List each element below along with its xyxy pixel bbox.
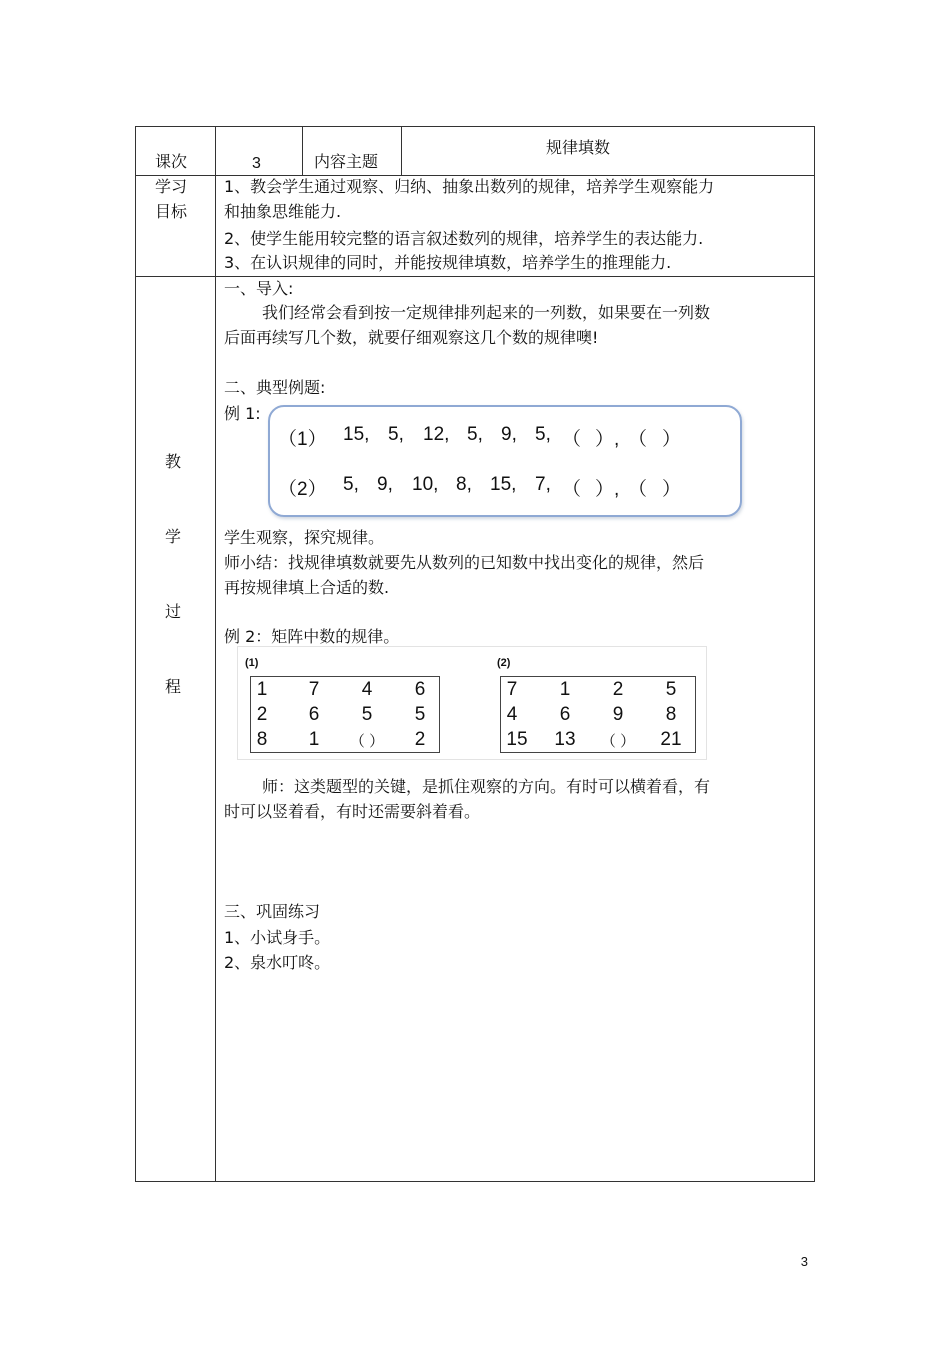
matrix-cell: 7	[506, 679, 518, 700]
row-divider	[135, 276, 815, 277]
objectives-label: 学习	[155, 177, 188, 196]
matrix-cell: 21	[660, 729, 682, 750]
sequence-term: 12,	[423, 424, 450, 445]
matrix-cell: 13	[554, 729, 576, 750]
matrix-cell: 15	[506, 729, 528, 750]
teacher-note: 师：这类题型的关键，是抓住观察的方向。有时可以横着看，有	[262, 777, 711, 796]
objective-line: 和抽象思维能力.	[224, 202, 342, 221]
matrix-cell: 2	[612, 679, 624, 700]
practice-item: 2、泉水叮咚。	[224, 953, 331, 972]
process-label-char: 教	[165, 452, 182, 471]
section-heading: 一、导入:	[224, 279, 294, 298]
section-heading: 三、巩固练习	[224, 902, 321, 921]
column-divider	[302, 126, 303, 176]
process-label-char: 学	[165, 527, 182, 546]
objective-line: 1、教会学生通过观察、归纳、抽象出数列的规律，培养学生观察能力	[224, 177, 715, 196]
matrix-label: (1)	[245, 657, 259, 669]
column-divider	[215, 126, 216, 1182]
example1-label: 例 1:	[224, 404, 261, 423]
sequence-label: （2）	[278, 479, 327, 500]
sequence-term: ）	[662, 429, 682, 450]
matrix-label: (2)	[497, 657, 511, 669]
topic-label: 内容主题	[314, 152, 379, 171]
matrix-cell: 9	[612, 704, 624, 725]
intro-line: 我们经常会看到按一定规律排列起来的一列数，如果要在一列数	[262, 303, 711, 322]
objectives-label: 目标	[155, 202, 188, 221]
objective-line: 2、使学生能用较完整的语言叙述数列的规律，培养学生的表达能力.	[224, 229, 704, 248]
sequence-term: 9,	[501, 424, 517, 445]
matrix-cell: 8	[665, 704, 677, 725]
matrix-cell: 6	[414, 679, 426, 700]
column-divider	[401, 126, 402, 176]
teacher-note: 时可以竖着看，有时还需要斜着看。	[224, 802, 481, 821]
matrix-cell: （ ）	[600, 733, 636, 750]
matrix-cell: 6	[308, 704, 320, 725]
matrix-cell: 1	[256, 679, 268, 700]
sequence-1	[0, 424, 950, 448]
intro-line: 后面再续写几个数，就要仔细观察这几个数的规律噢!	[224, 328, 599, 347]
objective-line: 3、在认识规律的同时，并能按规律填数，培养学生的推理能力.	[224, 253, 672, 272]
sequence-term: （	[562, 429, 582, 450]
matrix-cell: 2	[256, 704, 268, 725]
matrix-cell: 5	[361, 704, 373, 725]
lesson-number: 3	[252, 155, 261, 172]
matrix-cell: 7	[308, 679, 320, 700]
sequence-term: 10,	[412, 474, 439, 495]
page-number: 3	[800, 1254, 808, 1269]
topic-title: 规律填数	[546, 138, 611, 157]
matrix-cell: 2	[414, 729, 426, 750]
lesson-label: 课次	[155, 152, 188, 171]
example2-label: 例 2：矩阵中数的规律。	[224, 627, 400, 646]
observation-line: 学生观察，探究规律。	[224, 528, 385, 547]
sequence-term: （	[628, 429, 648, 450]
matrix-cell: 6	[559, 704, 571, 725]
sequence-term: （	[628, 479, 648, 500]
sequence-label: （1）	[278, 429, 327, 450]
sequence-term: 7,	[535, 474, 551, 495]
process-label-char: 程	[165, 677, 182, 696]
matrix-cell: 1	[308, 729, 320, 750]
matrix-cell: 5	[414, 704, 426, 725]
sequence-term: 15,	[490, 474, 517, 495]
sequence-term: 5,	[343, 474, 359, 495]
sequence-term: 5,	[535, 424, 551, 445]
section-heading: 二、典型例题:	[224, 378, 326, 397]
matrix-cell: 1	[559, 679, 571, 700]
matrix-cell: （ ）	[349, 733, 385, 750]
process-label-char: 过	[165, 602, 182, 621]
matrix-cell: 5	[665, 679, 677, 700]
matrix-2	[500, 676, 696, 753]
matrix-cell: 8	[256, 729, 268, 750]
sequence-term: 15,	[343, 424, 370, 445]
sequence-term: ）,	[595, 479, 620, 500]
matrix-cell: 4	[506, 704, 518, 725]
summary-line: 师小结：找规律填数就要先从数列的已知数中找出变化的规律，然后	[224, 553, 705, 572]
sequence-term: ）	[662, 479, 682, 500]
sequence-term: ）,	[595, 429, 620, 450]
sequence-term: 5,	[467, 424, 483, 445]
summary-line: 再按规律填上合适的数.	[224, 578, 390, 597]
sequence-term: 5,	[388, 424, 404, 445]
sequence-term: 8,	[456, 474, 472, 495]
sequence-2	[0, 474, 950, 498]
sequence-term: 9,	[377, 474, 393, 495]
matrix-cell: 4	[361, 679, 373, 700]
practice-item: 1、小试身手。	[224, 928, 331, 947]
sequence-term: （	[562, 479, 582, 500]
matrix-1	[250, 676, 440, 753]
